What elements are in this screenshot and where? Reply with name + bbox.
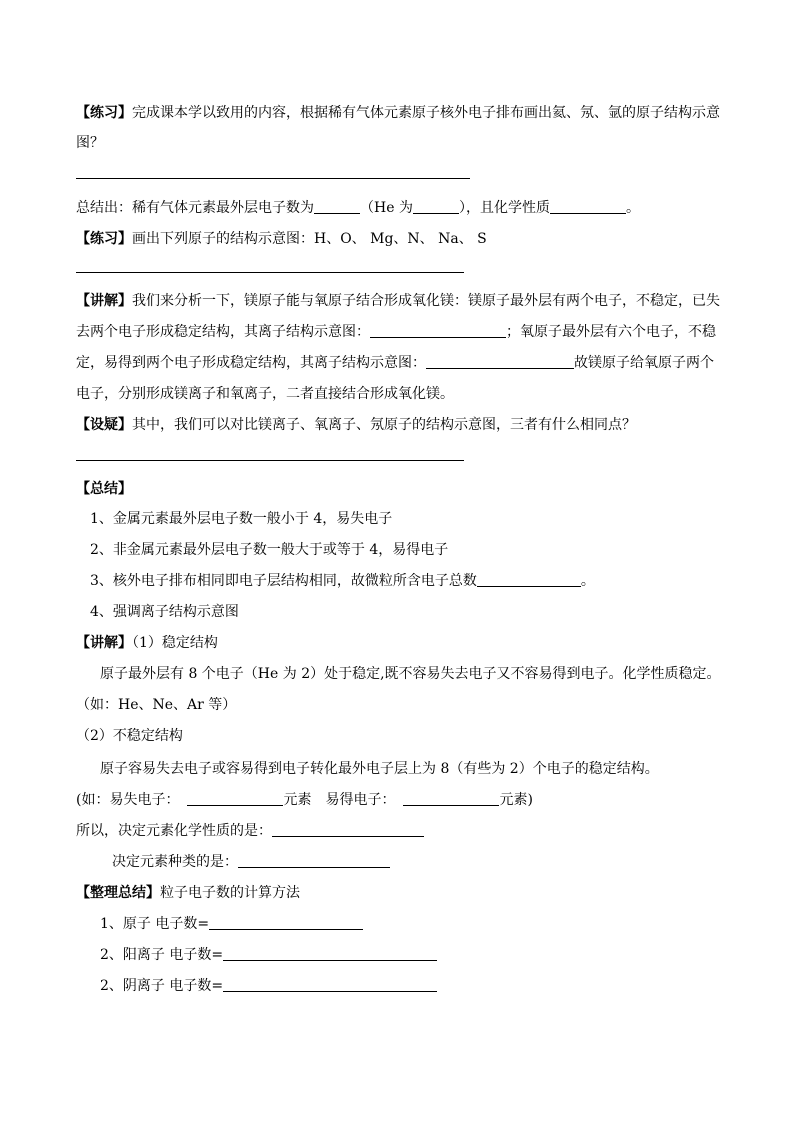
summary-noble-gas	[76, 199, 640, 217]
examples-line	[76, 791, 533, 809]
question	[76, 416, 636, 434]
lose-label: (如：易失电子：	[76, 792, 180, 808]
exercise-tag: 【练习】	[76, 105, 132, 121]
summary-noble-text: 总结出：稀有气体元素最外层电子数为	[76, 200, 314, 216]
organize-summary	[76, 884, 300, 902]
blank-o-ion-diagram[interactable]	[426, 354, 574, 369]
blank-atom-electrons[interactable]	[209, 915, 363, 930]
calc-label: 2、阴离子 电子数=	[100, 978, 224, 994]
blank-mg-ion-diagram[interactable]	[370, 323, 506, 338]
question-tag: 【设疑】	[76, 417, 132, 433]
element-label: 元素	[283, 792, 312, 808]
lecture-1-line4: 电子，分别形成镁离子和氧离子，二者直接结合形成氧化镁。	[76, 386, 454, 402]
calc-label: 2、阳离子 电子数=	[100, 947, 224, 963]
calc-cation	[100, 946, 437, 964]
calc-label: 1、原子 电子数=	[100, 916, 210, 932]
determine-label: 所以，决定元素化学性质的是：	[76, 823, 272, 839]
lecture-1-line2	[76, 323, 716, 341]
stable-structure-text: 原子最外层有 8 个电子（He 为 2）处于稳定,既不容易失去电子又不容易得到电子。化学性质稳定。	[100, 666, 721, 682]
lecture-text: ；氧原子最外层有六个电子，不稳	[506, 324, 716, 340]
blank-chem-property[interactable]	[550, 199, 626, 214]
blank-lose-electron[interactable]	[187, 791, 283, 806]
exercise-2	[76, 230, 487, 248]
lecture-tag: 【讲解】	[76, 293, 132, 309]
lecture-2	[76, 634, 218, 652]
exercise-1	[76, 104, 720, 122]
exercise-1-text: 完成课本学以致用的内容，根据稀有气体元素原子核外电子排布画出氦、氖、氩的原子结构示意	[132, 105, 720, 121]
chem-property-label: ），且化学性质	[458, 200, 550, 216]
blank-chem-property-determinant[interactable]	[272, 822, 424, 837]
determine-element-type	[112, 853, 390, 871]
determine-label: 决定元素种类的是：	[112, 854, 238, 870]
blank-element-type-determinant[interactable]	[238, 853, 390, 868]
blank-anion-electrons[interactable]	[223, 977, 437, 992]
exercise-2-text: 画出下列原子的结构示意图：H、O、 Mg、N、 Na、 S	[132, 231, 487, 247]
summary-item-3	[90, 572, 595, 590]
lecture-text: 故镁原子给氧原子两个	[574, 355, 714, 371]
answer-line[interactable]	[76, 460, 464, 461]
lecture-2-text: （1）稳定结构	[132, 635, 218, 651]
lecture-1-line3	[76, 354, 714, 372]
blank-he-electrons[interactable]	[413, 199, 459, 214]
period: 。	[580, 573, 595, 589]
lecture-1-text: 我们来分析一下，镁原子能与氧原子结合形成氧化镁：镁原子最外层有两个电子，不稳定，已失	[132, 293, 720, 309]
lecture-text: 定，易得到两个电子形成稳定结构，其离子结构示意图：	[76, 355, 426, 371]
question-text: 其中，我们可以对比镁离子、氧离子、氖原子的结构示意图，三者有什么相同点？	[132, 417, 636, 433]
stable-examples: （如：He、Ne、Ar 等）	[76, 697, 237, 713]
period: 。	[625, 200, 640, 216]
gain-label: 易得电子：	[325, 792, 396, 808]
lecture-text: 去两个电子形成稳定结构，其离子结构示意图：	[76, 324, 370, 340]
blank-gain-electron[interactable]	[403, 791, 499, 806]
calc-anion	[100, 977, 437, 995]
lecture-tag: 【讲解】	[76, 635, 132, 651]
blank-electron-total[interactable]	[477, 572, 581, 587]
summary-item-4: 4、强调离子结构示意图	[90, 604, 239, 620]
blank-outer-electrons[interactable]	[314, 199, 360, 214]
unstable-title: （2）不稳定结构	[76, 728, 183, 744]
determine-chem-property	[76, 822, 424, 840]
summary-text: 3、核外电子排布相同即电子层结构相同，故微粒所含电子总数	[90, 573, 477, 589]
organize-tag: 【整理总结】	[76, 885, 160, 901]
he-label: （He 为	[360, 200, 413, 216]
summary-item-2: 2、非金属元素最外层电子数一般大于或等于 4，易得电子	[90, 542, 449, 558]
exercise-1-cont: 图？	[76, 135, 104, 151]
calc-atom	[100, 915, 363, 933]
organize-text: 粒子电子数的计算方法	[160, 885, 300, 901]
exercise-tag: 【练习】	[76, 231, 132, 247]
answer-line[interactable]	[76, 272, 464, 273]
blank-cation-electrons[interactable]	[223, 946, 437, 961]
summary-title: 【总结】	[76, 481, 132, 497]
summary-item-1: 1、金属元素最外层电子数一般小于 4，易失电子	[90, 511, 393, 527]
element-label: 元素)	[499, 792, 533, 808]
answer-line[interactable]	[76, 178, 470, 179]
lecture-1	[76, 292, 720, 310]
unstable-structure-text: 原子容易失去电子或容易得到电子转化最外电子层上为 8（有些为 2）个电子的稳定结构。	[100, 761, 659, 777]
